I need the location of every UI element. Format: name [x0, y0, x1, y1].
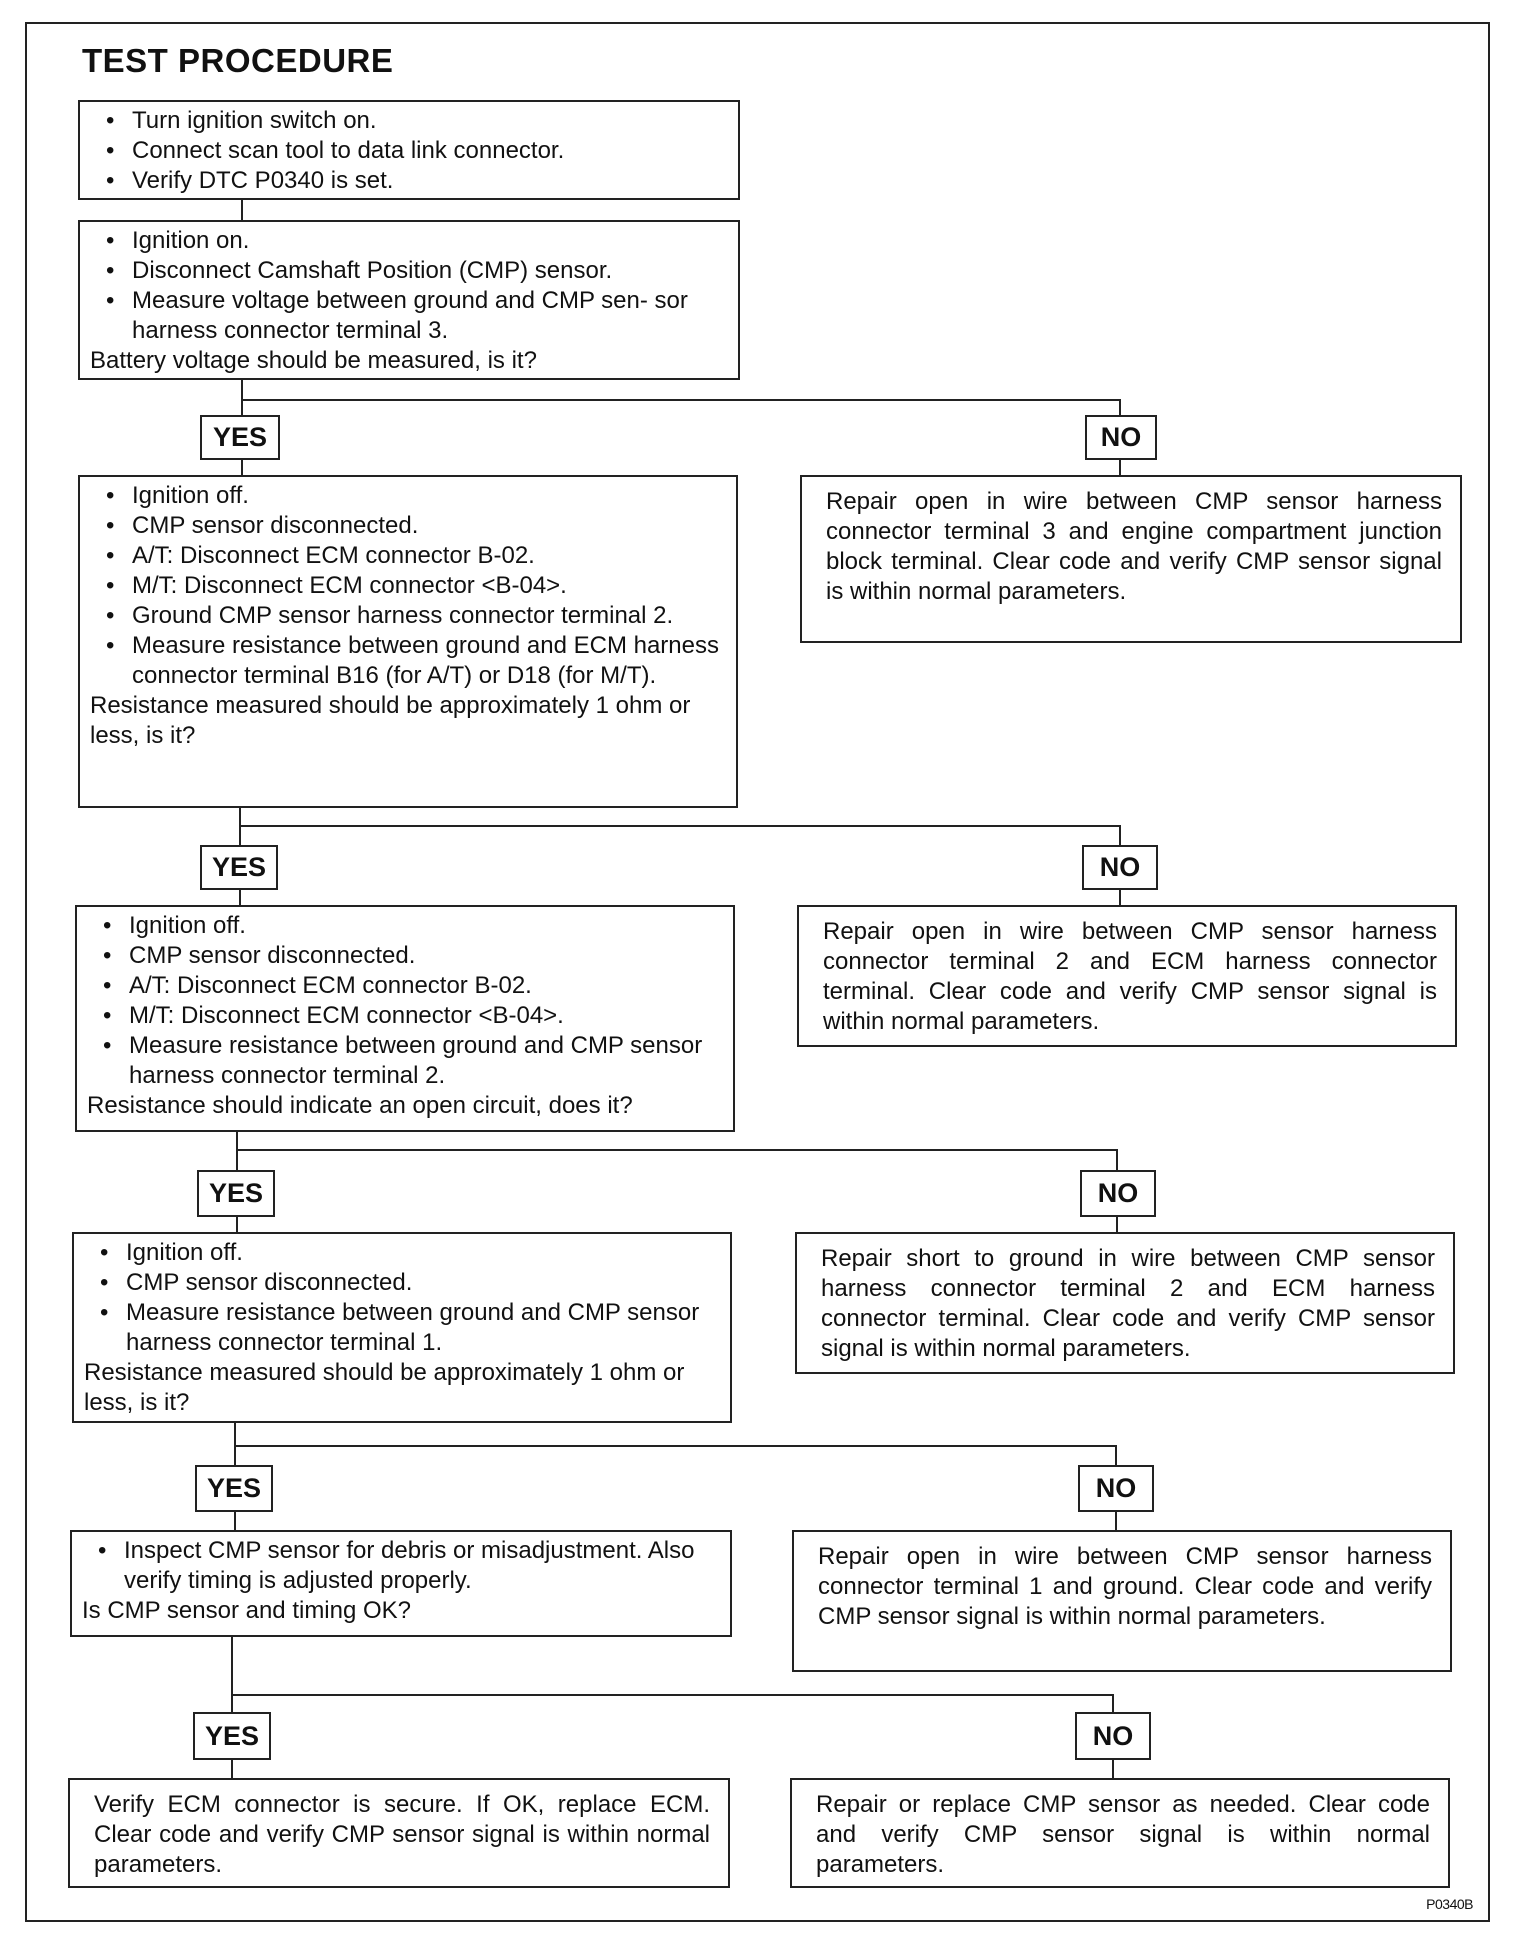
yes-result-text: Verify ECM connector is secure. If OK, replace ECM. Clear code and verify CMP sensor signal is within normal parameters.	[94, 1791, 710, 1878]
bullet: • Ignition on.	[102, 226, 724, 256]
bullet: • CMP sensor disconnected.	[99, 941, 719, 971]
no-result-text: Repair open in wire between CMP sensor harness connector terminal 3 and engine compartment junction block terminal. Clear code and verify CMP sensor signal is within normal parameters.	[826, 488, 1442, 605]
bullet: • Turn ignition switch on.	[102, 106, 724, 136]
bullet: • Connect scan tool to data link connector.	[102, 136, 724, 166]
no-result-4-box	[792, 1530, 1452, 1672]
step-question: Resistance measured should be approximately 1 ohm or less, is it?	[84, 1359, 685, 1416]
step-1-box	[78, 100, 740, 200]
step-2-box	[78, 220, 740, 380]
bullet: • Measure resistance between ground and ECM harness connector terminal B16 (for A/T) or D18 (for M/T).	[102, 631, 722, 691]
step-question: Is CMP sensor and timing OK?	[82, 1597, 412, 1624]
step-5-box	[72, 1232, 732, 1423]
yes-label: YES	[195, 1465, 273, 1512]
bullet: • Measure voltage between ground and CMP sen- sor harness connector terminal 3.	[102, 286, 724, 346]
bullet: • Measure resistance between ground and CMP sensor harness connector terminal 1.	[96, 1298, 716, 1358]
no-label: NO	[1075, 1712, 1151, 1760]
yes-label: YES	[200, 415, 280, 460]
no-result-text: Repair open in wire between CMP sensor harness connector terminal 1 and ground. Clear code and verify CMP sensor signal is within normal parameters.	[818, 1543, 1432, 1630]
bullet: • Ignition off.	[99, 911, 719, 941]
bullet: • CMP sensor disconnected.	[96, 1268, 716, 1298]
no-result-text: Repair or replace CMP sensor as needed. Clear code and verify CMP sensor signal is within normal parameters.	[816, 1791, 1430, 1878]
no-result-1-box	[800, 475, 1462, 643]
yes-result-box	[68, 1778, 730, 1888]
bullet: • Ignition off.	[96, 1238, 716, 1268]
no-label: NO	[1085, 415, 1157, 460]
yes-label: YES	[193, 1712, 271, 1760]
no-result-text: Repair open in wire between CMP sensor harness connector terminal 2 and ECM harness connector terminal. Clear code and verify CMP sensor signal is within normal parameters.	[823, 918, 1437, 1035]
no-label: NO	[1082, 845, 1158, 890]
no-result-5-box	[790, 1778, 1450, 1888]
page-title: TEST PROCEDURE	[82, 42, 394, 79]
bullet: • M/T: Disconnect ECM connector <B-04>.	[99, 1001, 719, 1031]
bullet: • Verify DTC P0340 is set.	[102, 166, 724, 196]
bullet: • CMP sensor disconnected.	[102, 511, 722, 541]
step-6-box	[70, 1530, 732, 1637]
no-label: NO	[1078, 1465, 1154, 1512]
step-question: Resistance measured should be approximately 1 ohm or less, is it?	[90, 692, 691, 749]
no-result-3-box	[795, 1232, 1455, 1374]
no-result-2-box	[797, 905, 1457, 1047]
bullet: • Ignition off.	[102, 481, 722, 511]
figure-code: P0340B	[1426, 1896, 1473, 1912]
yes-label: YES	[200, 845, 278, 890]
yes-label: YES	[197, 1170, 275, 1217]
bullet: • Measure resistance between ground and CMP sensor harness connector terminal 2.	[99, 1031, 719, 1091]
step-question: Battery voltage should be measured, is it?	[90, 347, 537, 374]
bullet: • Inspect CMP sensor for debris or misadjustment. Also verify timing is adjusted properly.	[94, 1536, 716, 1596]
bullet: • A/T: Disconnect ECM connector B-02.	[102, 541, 722, 571]
bullet: • M/T: Disconnect ECM connector <B-04>.	[102, 571, 722, 601]
bullet: • A/T: Disconnect ECM connector B-02.	[99, 971, 719, 1001]
step-3-box	[78, 475, 738, 808]
no-label: NO	[1080, 1170, 1156, 1217]
bullet: • Disconnect Camshaft Position (CMP) sensor.	[102, 256, 724, 286]
step-4-box	[75, 905, 735, 1132]
bullet: • Ground CMP sensor harness connector terminal 2.	[102, 601, 722, 631]
no-result-text: Repair short to ground in wire between CMP sensor harness connector terminal 2 and ECM harness connector terminal. Clear code and verify CMP sensor signal is within normal parameters.	[821, 1245, 1435, 1362]
step-question: Resistance should indicate an open circuit, does it?	[87, 1092, 633, 1119]
